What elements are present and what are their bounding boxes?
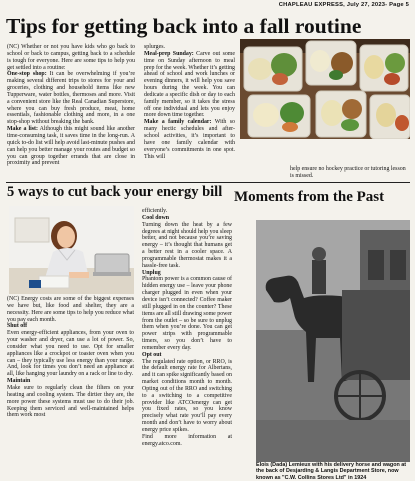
article1-column-2: [144, 44, 235, 160]
article2-column-2: [142, 208, 232, 448]
article3-headline: Moments from the Past: [234, 189, 385, 205]
article2-paragraph: Phantom power is a common cause of hidden energy use – leave your phone charger plugged in even when your device isn’t connected? Coffee maker still plugged in on the counter? These items are all still drawing some power from the outlet – so be sure to unplug them when you’re done. You can get power strips with programmable timers, so you don’t have to remember every day.: [142, 276, 232, 351]
article2-headline: 5 ways to cut back your energy bill: [7, 184, 223, 200]
article2-subhead: Maintain: [7, 378, 31, 385]
article2-subhead: Shut off: [7, 323, 28, 330]
article1-paragraph: One-stop shop: It can be overwhelming if you’re making several different trips to stores for your and groceries, clothing and household items like new Tupperware, water bottles, thermoses and more. Visit a convenient store like the Real Canadian Superstore, where you can buy fresh produce, meat, home essentials, fashionable clothing and more, in a one stop-shop without breaking the bank.: [7, 71, 135, 126]
article1-paragraph: Make a family calendar: With so many hectic schedules and after-school activities, it’s important to have one family calendar with everyone’s commitments in one spot. This will: [144, 119, 235, 160]
article1-subhead: Make a family calendar:: [144, 119, 212, 126]
article2-paragraph: (NC) Energy costs are some of the biggest expenses we have but, like food and shelter, they are a necessity. Here are some tips to help you reduce what you pay each month.: [7, 296, 134, 323]
article1-headline: Tips for getting back into a fall routine: [6, 14, 362, 38]
article1-paragraph: Meal-prep Sunday: Carve out some time on Sunday afternoon to meal prep for the week. Whether it’s getting ahead of school and work lunches or evening dinners, it will help you save hours during the week. You can dedicate a specific dish or day to each family member, so it takes the stress off one individual and lets you enjoy more down time together.: [144, 50, 236, 119]
woman-working-photo: [9, 206, 134, 294]
article1-paragraph: splurges.: [144, 44, 165, 50]
article2-paragraph: Turning down the heat by a few degrees at night should help you sleep better, and not because you’re saving energy – it’s thought that humans get a better rest in a cooler space. A programmable thermostat makes it a hassle-free task.: [142, 221, 232, 269]
article1-subhead: Make a list:: [7, 126, 38, 133]
photo-caption: Elois (Dada) Lemieux with his delivery horse and wagon at the back of Desjarding & Langis Department Store, now known as "C.W. Collins Stores Ltd" in 1924: [256, 462, 407, 481]
article2-paragraph: Even energy-efficient appliances, from your oven to your washer and dryer, can use a lot of power. So, consider what you need to use. Opt for smaller appliances like a crockpot or toaster oven when you can – they typically use less energy than your range. And, look for times you don’t need an appliance at all, like hanging your laundry on a rack or line to dry.: [7, 330, 134, 378]
article2-paragraph: efficiently.: [142, 208, 168, 214]
meal-prep-photo: [240, 39, 410, 139]
article2-paragraph: The regulated rate option, or RRO, is the default energy rate for Albertans, and it can spike significantly based on market conditions month to month. Opting out of the RRO and switching to a switching to a competitive provider like ATCOenergy can get you fixed rates, so you know precisely what rate you’ll pay every month and don’t have to worry about energy price spikes.: [142, 358, 232, 433]
masthead: CHAPLEAU EXPRESS, July 27, 2023- Page 5: [278, 2, 409, 8]
article1-paragraph: Make a list: Although this might sound like another time-consuming task, it saves time in the long-run. A quick to-do list will help avoid last-minute pushes and can help you better manage your routes and budget so you can group together errands that are close in proximity and prevent: [7, 126, 135, 167]
article2-subhead: Opt out: [142, 351, 162, 358]
article2-paragraph: Make sure to regularly clean the filters on your heating and cooling system. The dirtier they are, the more power these systems must use to do their job. Keeping them serviced and well-maintained helps them work most: [7, 384, 134, 419]
article2-paragraph: Find more information at energy.atco.com.: [142, 433, 232, 447]
article1-column-3: help ensure no hockey practice or tutoring lesson is missed.: [290, 166, 406, 179]
article1-subhead: One-stop shop:: [7, 71, 47, 78]
article1-paragraph: (NC) Whether or not you have kids who go back to school or back to campus, getting back to a schedule is tough for everyone. Here are some tips to help you get settled into a routine:: [7, 44, 135, 71]
article1-subhead: Meal-prep Sunday:: [144, 50, 194, 57]
article2-subhead: Unplug: [142, 269, 161, 276]
horse-and-wagon-photo: [256, 220, 410, 462]
article2-column-1: [7, 296, 134, 419]
article2-subhead: Cool down: [142, 214, 170, 221]
section-divider: [6, 182, 410, 183]
article1-column-1: [7, 44, 135, 167]
